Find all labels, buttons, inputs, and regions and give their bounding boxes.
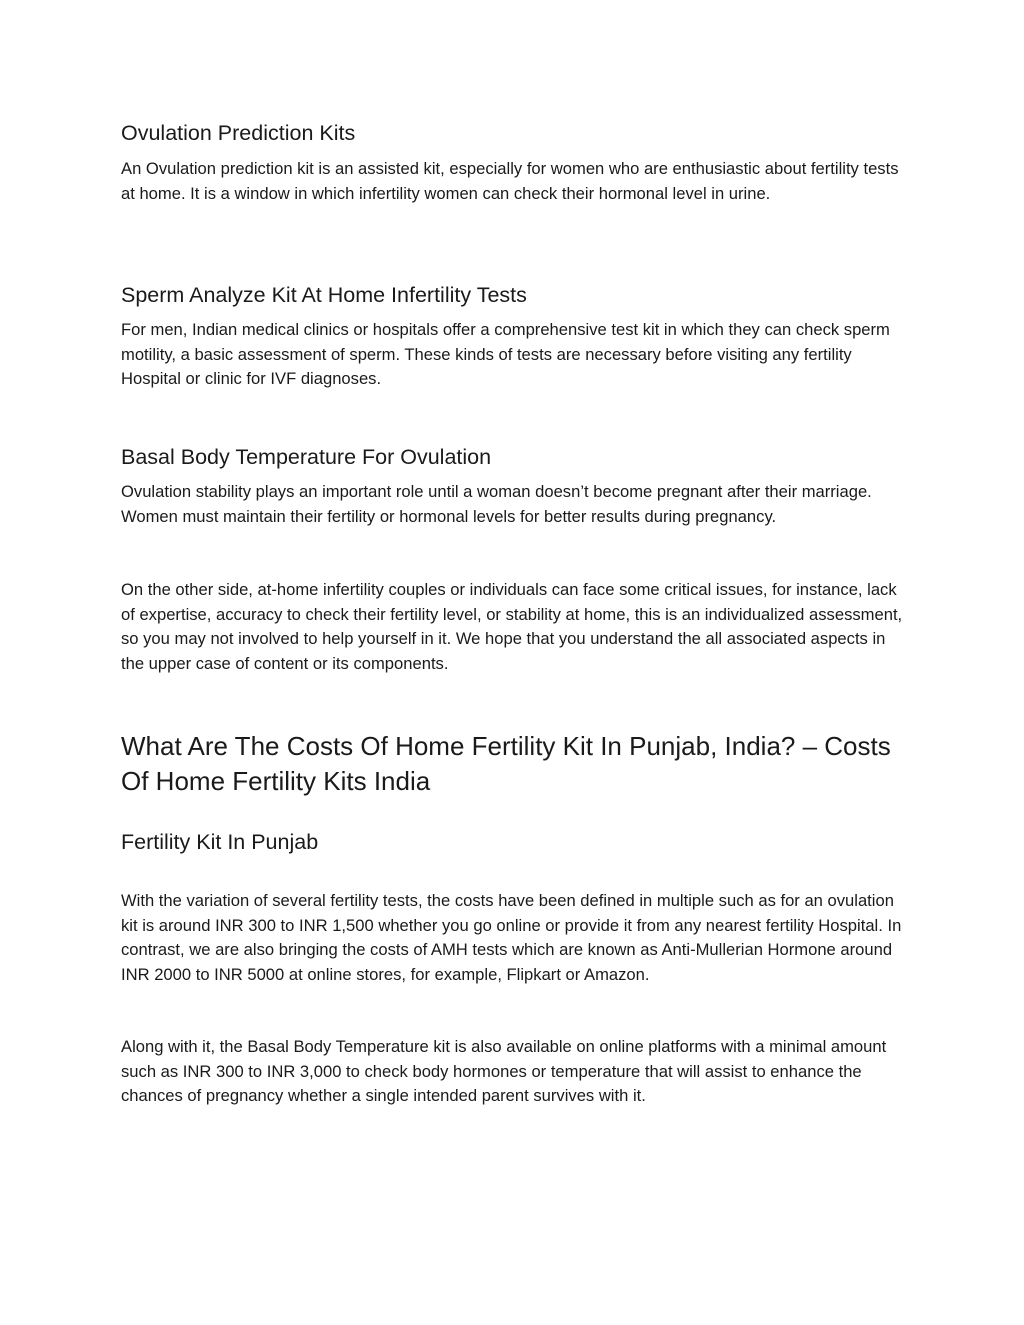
section-paragraph-sperm-kit: For men, Indian medical clinics or hospitals offer a comprehensive test kit in which they can check sperm motility, a basic assessment of sperm. These kinds of tests are necessary before visiting any fertility Hospital or clinic for IVF diagnoses. xyxy=(121,320,890,388)
section-heading-ovulation-kits: Ovulation Prediction Kits xyxy=(121,121,356,145)
cost-paragraph-1: With the variation of several fertility tests, the costs have been defined in multiple such as for an ovulation kit is around INR 300 to INR 1,500 whether you go online or provide it from any nearest fertility Hospital. In contrast, we are also bringing the costs of AMH tests which are known as Anti-Mullerian Hormone around INR 2000 to INR 5000 at online stores, for example, Flipkart or Amazon. xyxy=(121,891,902,984)
section-heading-basal-temperature: Basal Body Temperature For Ovulation xyxy=(121,445,492,469)
main-heading-costs: What Are The Costs Of Home Fertility Kit In Punjab, India? – Costs Of Home Fertility Kits India xyxy=(121,731,891,796)
section-paragraph-basal-temperature-1: Ovulation stability plays an important role until a woman doesn’t become pregnant after their marriage. Women must maintain their fertility or hormonal levels for better results during pregnancy. xyxy=(121,482,872,526)
section-heading-sperm-kit: Sperm Analyze Kit At Home Infertility Tests xyxy=(121,283,527,307)
section-paragraph-ovulation-kits: An Ovulation prediction kit is an assisted kit, especially for women who are enthusiastic about fertility tests at home. It is a window in which infertility women can check their hormonal level in urine. xyxy=(121,159,899,203)
cost-paragraph-2: Along with it, the Basal Body Temperature kit is also available on online platforms with a minimal amount such as INR 300 to INR 3,000 to check body hormones or temperature that will assist to enhance the chances of pregnancy whether a single intended parent survives with it. xyxy=(121,1037,887,1105)
sub-heading-punjab: Fertility Kit In Punjab xyxy=(121,830,319,854)
section-paragraph-basal-temperature-2: On the other side, at-home infertility couples or individuals can face some critical issues, for instance, lack of expertise, accuracy to check their fertility level, or stability at home, this is an individualized assessment, so you may not involved to help yourself in it. We hope that you understand the all associated aspects in the upper case of content or its components. xyxy=(121,580,903,673)
